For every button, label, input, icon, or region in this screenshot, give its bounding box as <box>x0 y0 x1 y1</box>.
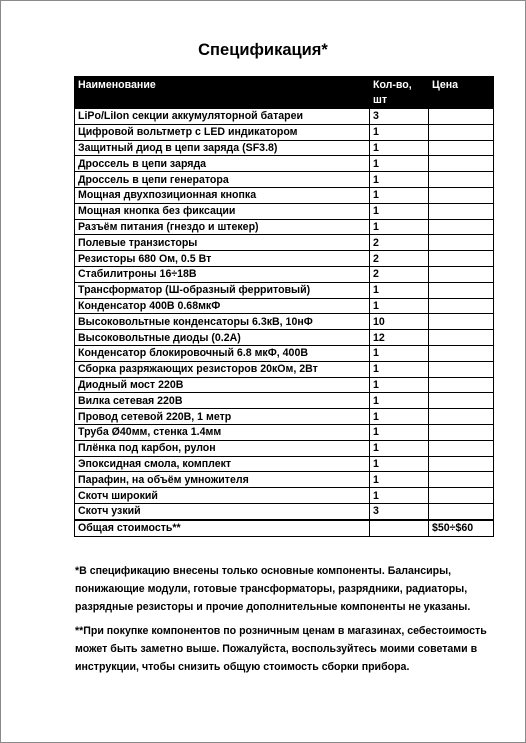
table-row <box>75 456 494 472</box>
total-price: $50÷$60 <box>429 520 494 537</box>
item-qty-cell: 3 <box>370 503 429 519</box>
footnote-2: **При покупке компонентов по розничным ценам в магазинах, себестоимость может быть заметно выше. Пожалуйста, воспользуйтесь моими советами в инструкции, чтобы снизить общую стоимость сборки прибора. <box>75 625 487 673</box>
item-name-cell: Резисторы 680 Ом, 0.5 Вт <box>75 251 370 267</box>
item-qty-cell: 1 <box>370 298 429 314</box>
item-price-cell <box>429 266 494 282</box>
item-price-cell <box>429 109 494 125</box>
item-qty-cell: 1 <box>370 393 429 409</box>
item-price-cell <box>429 124 494 140</box>
item-qty-cell: 1 <box>370 472 429 488</box>
item-name-cell: Разъём питания (гнездо и штекер) <box>75 219 370 235</box>
table-row <box>75 187 494 203</box>
total-label: Общая стоимость** <box>75 520 370 537</box>
header-qty: Кол-во, шт <box>370 77 429 109</box>
item-name-cell: Сборка разряжающих резисторов 20кОм, 2Вт <box>75 361 370 377</box>
item-name-cell: Скотч широкий <box>75 488 370 504</box>
item-qty-cell: 1 <box>370 440 429 456</box>
item-qty-cell: 1 <box>370 488 429 504</box>
table-row <box>75 235 494 251</box>
item-price-cell <box>429 235 494 251</box>
item-price-cell <box>429 409 494 425</box>
item-price-cell <box>429 172 494 188</box>
item-name-cell: LiPo/LiIon секции аккумуляторной батареи <box>75 109 370 125</box>
item-name-cell: Стабилитроны 16÷18В <box>75 266 370 282</box>
item-qty-cell: 10 <box>370 314 429 330</box>
table-row <box>75 345 494 361</box>
item-qty-cell: 1 <box>370 187 429 203</box>
item-qty-cell: 1 <box>370 377 429 393</box>
item-name-cell: Эпоксидная смола, комплект <box>75 456 370 472</box>
item-price-cell <box>429 472 494 488</box>
specification-table <box>74 76 494 537</box>
item-price-cell <box>429 203 494 219</box>
table-row <box>75 298 494 314</box>
item-qty-cell: 1 <box>370 140 429 156</box>
table-row <box>75 409 494 425</box>
table-row <box>75 377 494 393</box>
item-price-cell <box>429 424 494 440</box>
item-name-cell: Парафин, на объём умножителя <box>75 472 370 488</box>
item-name-cell: Плёнка под карбон, рулон <box>75 440 370 456</box>
footnote-1: *В спецификацию внесены только основные компоненты. Балансиры, понижающие модули, готовые трансформаторы, разрядники, радиаторы, разрядные резисторы и прочие дополнительные компоненты не указаны. <box>75 565 471 613</box>
table-row <box>75 361 494 377</box>
item-name-cell: Провод сетевой 220В, 1 метр <box>75 409 370 425</box>
table-row <box>75 503 494 519</box>
item-price-cell <box>429 345 494 361</box>
item-price-cell <box>429 361 494 377</box>
header-price: Цена <box>429 77 494 109</box>
item-price-cell <box>429 330 494 346</box>
item-qty-cell: 1 <box>370 156 429 172</box>
table-row <box>75 140 494 156</box>
table-row <box>75 266 494 282</box>
item-name-cell: Диодный мост 220В <box>75 377 370 393</box>
item-price-cell <box>429 156 494 172</box>
item-name-cell: Труба Ø40мм, стенка 1.4мм <box>75 424 370 440</box>
table-row <box>75 282 494 298</box>
item-qty-cell: 1 <box>370 456 429 472</box>
table-row <box>75 156 494 172</box>
total-qty <box>370 520 429 537</box>
page-title: Спецификация* <box>198 41 328 59</box>
item-name-cell: Трансформатор (Ш-образный ферритовый) <box>75 282 370 298</box>
table-body <box>75 109 494 520</box>
item-name-cell: Конденсатор 400В 0.68мкФ <box>75 298 370 314</box>
item-name-cell: Цифровой вольтметр с LED индикатором <box>75 124 370 140</box>
item-qty-cell: 1 <box>370 345 429 361</box>
item-name-cell: Конденсатор блокировочный 6.8 мкФ, 400В <box>75 345 370 361</box>
item-price-cell <box>429 377 494 393</box>
item-price-cell <box>429 298 494 314</box>
table-row <box>75 219 494 235</box>
table-row <box>75 488 494 504</box>
total-row <box>75 520 494 537</box>
item-qty-cell: 1 <box>370 409 429 425</box>
table-row <box>75 124 494 140</box>
table-row <box>75 393 494 409</box>
item-price-cell <box>429 140 494 156</box>
header-name: Наименование <box>75 77 370 109</box>
table-row <box>75 109 494 125</box>
item-name-cell: Мощная двухпозиционная кнопка <box>75 187 370 203</box>
item-price-cell <box>429 251 494 267</box>
item-price-cell <box>429 393 494 409</box>
item-qty-cell: 2 <box>370 266 429 282</box>
item-qty-cell: 3 <box>370 109 429 125</box>
table-row <box>75 440 494 456</box>
item-name-cell: Защитный диод в цепи заряда (SF3.8) <box>75 140 370 156</box>
item-price-cell <box>429 503 494 519</box>
item-price-cell <box>429 456 494 472</box>
table-header-row <box>75 77 494 109</box>
item-qty-cell: 1 <box>370 172 429 188</box>
item-qty-cell: 1 <box>370 219 429 235</box>
item-price-cell <box>429 187 494 203</box>
item-name-cell: Дроссель в цепи заряда <box>75 156 370 172</box>
table-row <box>75 314 494 330</box>
item-qty-cell: 1 <box>370 282 429 298</box>
item-qty-cell: 2 <box>370 235 429 251</box>
item-price-cell <box>429 219 494 235</box>
item-qty-cell: 2 <box>370 251 429 267</box>
item-qty-cell: 1 <box>370 124 429 140</box>
item-name-cell: Вилка сетевая 220В <box>75 393 370 409</box>
item-name-cell: Дроссель в цепи генератора <box>75 172 370 188</box>
item-qty-cell: 1 <box>370 424 429 440</box>
table-row <box>75 424 494 440</box>
item-name-cell: Высоковольтные диоды (0.2А) <box>75 330 370 346</box>
item-name-cell: Скотч узкий <box>75 503 370 519</box>
table-row <box>75 172 494 188</box>
item-qty-cell: 12 <box>370 330 429 346</box>
table-row <box>75 472 494 488</box>
table-row <box>75 330 494 346</box>
item-qty-cell: 1 <box>370 203 429 219</box>
item-qty-cell: 1 <box>370 361 429 377</box>
item-price-cell <box>429 314 494 330</box>
item-price-cell <box>429 440 494 456</box>
item-name-cell: Мощная кнопка без фиксации <box>75 203 370 219</box>
item-name-cell: Высоковольтные конденсаторы 6.3кВ, 10нФ <box>75 314 370 330</box>
item-name-cell: Полевые транзисторы <box>75 235 370 251</box>
table-row <box>75 203 494 219</box>
table-row <box>75 251 494 267</box>
item-price-cell <box>429 282 494 298</box>
item-price-cell <box>429 488 494 504</box>
